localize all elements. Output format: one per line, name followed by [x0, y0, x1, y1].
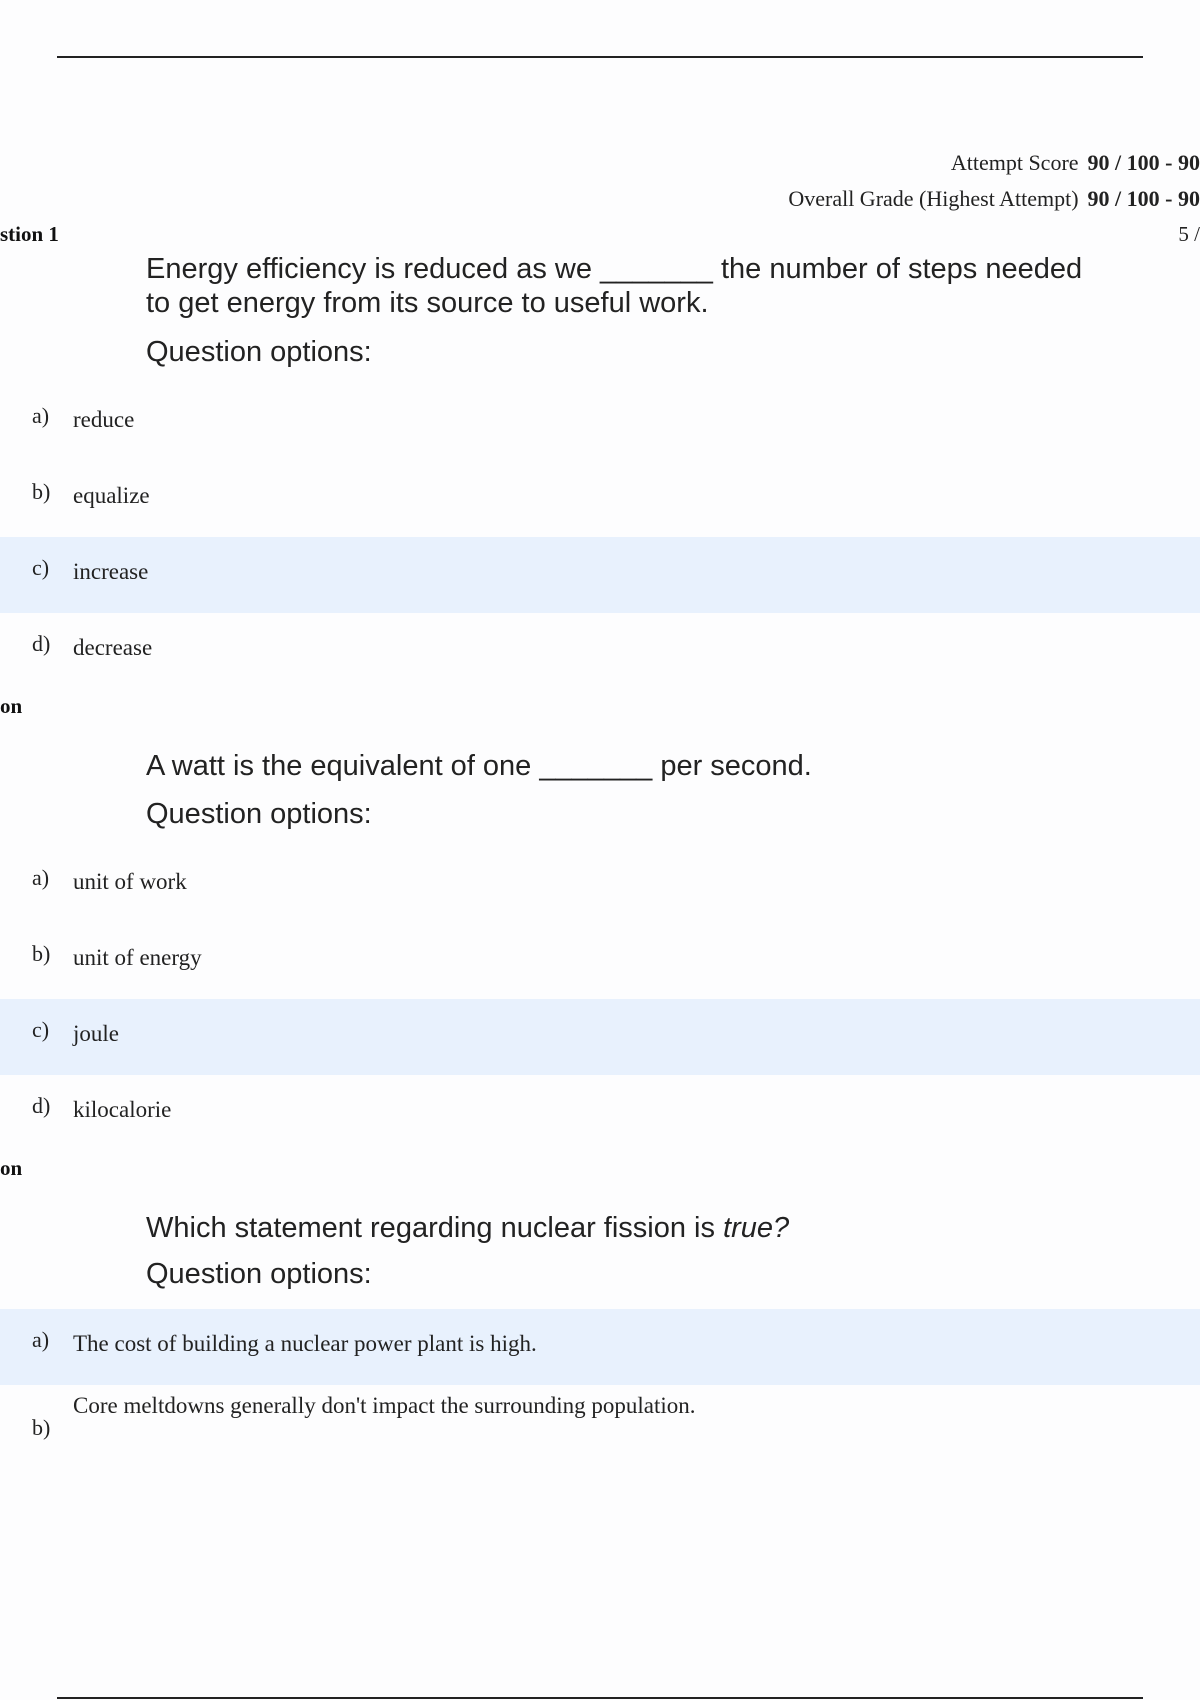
- option-text: unit of work: [73, 869, 187, 894]
- option-letter: d): [32, 1093, 51, 1118]
- option-letter: a): [32, 865, 50, 890]
- q1-option-a[interactable]: [0, 385, 1200, 461]
- option-text: kilocalorie: [73, 1097, 172, 1122]
- top-divider: [57, 56, 1143, 58]
- question-1-heading: stion 1: [0, 222, 59, 246]
- attempt-score-label: Attempt Score: [950, 150, 1079, 175]
- q2-option-b[interactable]: [0, 923, 1200, 999]
- question-2-text: A watt is the equivalent of one _______ per second.: [146, 750, 812, 782]
- option-text: Core meltdowns generally don't impact the surrounding population.: [73, 1393, 696, 1418]
- question-3-options-label: Question options:: [146, 1258, 372, 1290]
- option-text: joule: [73, 1021, 119, 1046]
- overall-grade-label: Overall Grade (Highest Attempt): [788, 186, 1079, 211]
- overall-grade-value: 90 / 100 - 90: [1087, 186, 1200, 211]
- option-text: equalize: [73, 483, 150, 508]
- q1-option-b[interactable]: [0, 461, 1200, 537]
- question-3-text-emphasis: true?: [723, 1212, 790, 1244]
- option-letter: b): [32, 941, 51, 966]
- question-3-text-main: Which statement regarding nuclear fission is: [146, 1212, 724, 1244]
- option-letter: c): [32, 555, 50, 580]
- attempt-score: [951, 150, 1200, 176]
- option-text: unit of energy: [73, 945, 202, 970]
- question-2-options-label: Question options:: [146, 798, 372, 830]
- option-letter: a): [32, 1327, 50, 1352]
- overall-grade: [788, 186, 1200, 212]
- option-letter: c): [32, 1017, 50, 1042]
- question-2-heading: on: [0, 694, 23, 718]
- option-text: reduce: [73, 407, 135, 432]
- question-3-heading: on: [0, 1156, 23, 1180]
- q2-option-c-selected[interactable]: [0, 999, 1200, 1075]
- bottom-divider: [57, 1697, 1143, 1699]
- q1-option-d[interactable]: [0, 613, 1200, 689]
- option-letter: a): [32, 403, 50, 428]
- question-3-text: [146, 1211, 1106, 1245]
- question-1-text: Energy efficiency is reduced as we _______ the number of steps needed to get energy from its source to useful work.: [146, 253, 1083, 319]
- q1-option-c-selected[interactable]: [0, 537, 1200, 613]
- option-letter: b): [32, 1415, 51, 1440]
- attempt-score-value: 90 / 100 - 90: [1087, 150, 1200, 175]
- option-text: decrease: [73, 635, 153, 660]
- option-letter: b): [32, 479, 51, 504]
- option-text: The cost of building a nuclear power plant is high.: [73, 1331, 537, 1356]
- option-letter: d): [32, 631, 51, 656]
- question-1-points: 5 /: [1178, 222, 1200, 246]
- q3-option-b[interactable]: [0, 1385, 1200, 1461]
- q2-option-d[interactable]: [0, 1075, 1200, 1151]
- option-text: increase: [73, 559, 149, 584]
- q2-option-a[interactable]: [0, 847, 1200, 923]
- question-1-options-label: Question options:: [146, 336, 372, 368]
- q3-option-a-selected[interactable]: [0, 1309, 1200, 1385]
